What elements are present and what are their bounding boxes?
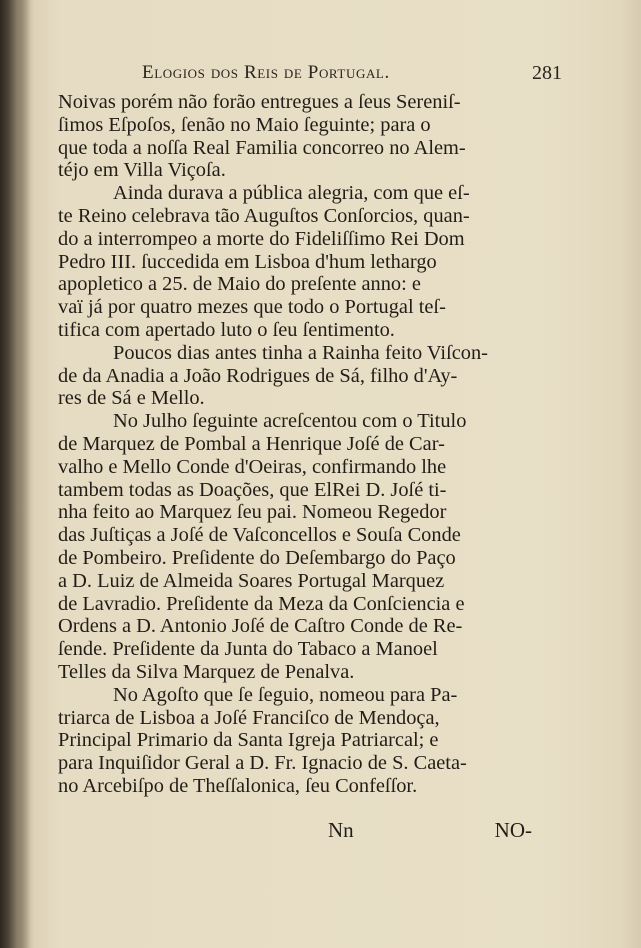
- page-footer: [58, 818, 532, 848]
- text-line: de Pombeiro. Preſidente do Deſembargo do Paço: [58, 546, 456, 569]
- signature-mark: Nn: [328, 818, 354, 842]
- page-surface: [30, 0, 641, 948]
- text-line: do a interrompeo a morte do Fideliſſimo Rei Dom: [58, 227, 465, 250]
- text-line: te Reino celebrava tão Auguſtos Conſorcios, quan-: [58, 204, 470, 227]
- text-line: de Marquez de Pombal a Henrique Joſé de Car-: [58, 432, 445, 455]
- main-text-block: [58, 91, 532, 798]
- text-line: a D. Luiz de Almeida Soares Portugal Marquez: [58, 569, 445, 592]
- text-line: tifica com apertado luto o ſeu ſentimento.: [58, 318, 395, 341]
- text-line: que toda a noſſa Real Familia concorreo no Alem-: [58, 136, 466, 159]
- text-line: res de Sá e Mello.: [58, 387, 205, 410]
- text-line: Pedro III. ſuccedida em Lisboa d'hum lethargo: [58, 250, 437, 273]
- text-line: das Juſtiças a Joſé de Vaſconcellos e Souſa Conde: [58, 524, 461, 547]
- text-line: Principal Primario da Santa Igreja Patriarcal; e: [58, 729, 439, 752]
- page-header: [142, 60, 562, 90]
- text-line: ſende. Preſidente da Junta do Tabaco a Manoel: [58, 638, 438, 661]
- text-line: Poucos dias antes tinha a Rainha feito Viſcon-: [113, 341, 488, 364]
- text-line: Noivas porém não forão entregues a ſeus Sereniſ-: [58, 91, 461, 113]
- text-line: No Agoſto que ſe ſeguio, nomeou para Pa-: [113, 683, 458, 706]
- text-line: ſimos Eſpoſos, ſenão no Maio ſeguinte; para o: [58, 113, 431, 136]
- text-line: valho e Mello Conde d'Oeiras, confirmando lhe: [58, 455, 447, 478]
- text-line: de da Anadia a João Rodrigues de Sá, filho d'Ay-: [58, 364, 458, 387]
- text-line: vaï já por quatro mezes que todo o Portugal teſ-: [58, 296, 446, 319]
- text-line: nha feito ao Marquez ſeu pai. Nomeou Regedor: [58, 501, 447, 524]
- catchword: NO-: [494, 818, 532, 842]
- running-title: Elogios dos Reis de Portugal.: [142, 62, 390, 83]
- text-line: Ordens a D. Antonio Joſé de Caſtro Conde de Re-: [58, 615, 463, 638]
- page-number: 281: [532, 62, 562, 84]
- text-line: tambem todas as Doações, que ElRei D. Joſé ti-: [58, 478, 447, 501]
- text-line: de Lavradio. Preſidente da Meza da Conſciencia e: [58, 592, 465, 615]
- text-line: Ainda durava a pública alegria, com que eſ-: [113, 182, 470, 205]
- text-line: triarca de Lisboa a Joſé Franciſco de Mendoça,: [58, 706, 440, 729]
- text-line: apopletico a 25. de Maio do preſente anno: e: [58, 273, 421, 296]
- text-line: para Inquiſidor Geral a D. Fr. Ignacio de S. Caeta-: [58, 752, 467, 775]
- text-line: no Arcebiſpo de Theſſalonica, ſeu Confeſſor.: [58, 774, 418, 797]
- binding-shadow: [0, 0, 30, 948]
- text-line: Telles da Silva Marquez de Penalva.: [58, 660, 355, 683]
- text-line: No Julho ſeguinte acreſcentou com o Titulo: [113, 410, 467, 433]
- text-line: téjo em Villa Viçoſa.: [58, 159, 226, 182]
